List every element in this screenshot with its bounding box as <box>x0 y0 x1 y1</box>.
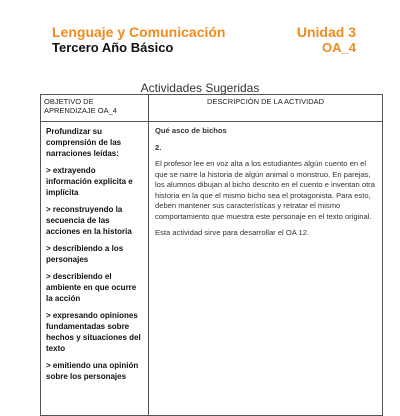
activity-number: 2. <box>155 142 162 152</box>
objective-item: > describiendo a los personajes <box>46 244 124 264</box>
objective-intro: Profundizar su comprensión de las narraciones leídas: <box>46 127 122 158</box>
objectives-cell <box>41 122 149 416</box>
section-title: Actividades Sugeridas <box>140 81 260 95</box>
unit-label: Unidad 3 <box>296 24 356 40</box>
subject-title: Lenguaje y Comunicación <box>52 24 226 40</box>
activities-table <box>40 94 383 416</box>
activity-title: Qué asco de bichos <box>155 126 227 135</box>
table-header-row <box>41 95 383 122</box>
oa-label: OA_4 <box>322 40 356 55</box>
activity-note: Esta actividad sirve para desarrollar el OA 12. <box>155 228 310 237</box>
grade-title: Tercero Año Básico <box>52 40 174 55</box>
objective-item: > extrayendo información explícita e implícita <box>46 166 133 197</box>
objective-item: > describiendo el ambiente en que ocurre la acción <box>46 272 137 303</box>
table-row <box>41 122 383 416</box>
objective-item: > expresando opiniones fundamentadas sobre hechos y situaciones del texto <box>46 311 141 353</box>
document-header <box>52 24 356 60</box>
activity-cell <box>149 122 383 416</box>
activity-description: El profesor lee en voz alta a los estudiantes algún cuento en el que se narre la historia de algún animal o monstruo. En parejas, los alumnos dibujan al bicho descrito en el cuento e inventan otra historia en la que el mismo bicho sea el protagonista. Para esto, deben mantener sus características y retratar el mismo comportamiento que muestra este personaje en el texto original. <box>155 159 375 221</box>
objective-header: OBJETIVO DE APRENDIZAJE OA_4 <box>41 95 149 122</box>
objective-item: > reconstruyendo la secuencia de las acciones en la historia <box>46 205 132 236</box>
objective-item: > emitiendo una opinión sobre los personajes <box>46 361 139 381</box>
description-header: DESCRIPCIÓN DE LA ACTIVIDAD <box>149 95 383 122</box>
